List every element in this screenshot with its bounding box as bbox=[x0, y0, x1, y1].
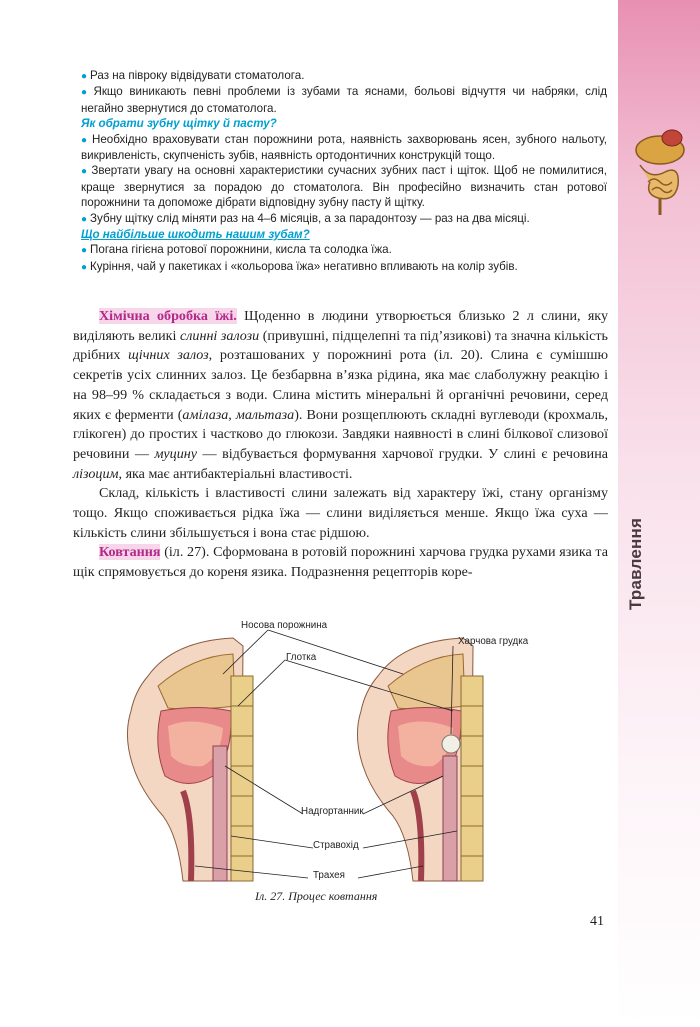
label-food-bolus: Харчова грудка bbox=[458, 636, 529, 647]
bullet-icon: ● bbox=[81, 166, 89, 178]
term-chemical-processing: Хімічна обробка їжі. bbox=[99, 308, 237, 324]
bullet-icon: ● bbox=[81, 213, 88, 225]
swallowing-figure bbox=[113, 616, 553, 886]
paragraph-chemical-processing: Хімічна обробка їжі. Щоденно в людини утворюється близько 2 л слини, яку виділяють великі слинні залози (привушні, підщелепні та під’язикові) та значна кількість дрібних щічних залоз, розташованих у порожнині рота (іл. 20). Слина є сумішшю секретів усіх слинних залоз. Це безбарвна в’язка рідина, яка має слаболужну реакцію і на 98–99 % складається з води. Слина містить мінеральні й органічні речовини, серед яких є ферменти (амілаза, мальтаза). Вони розщеплюють складні вуглеводи (крохмаль, глікоген) до простих і частково до глюкози. Завдяки наявності в слині білкової слизової речовини — муцину — відбувається формування харчової грудки. У слині є речовина лізоцим, яка має антибактеріальні властивості. bbox=[73, 308, 609, 482]
list-item: ● Погана гігієна ротової порожнини, кисла та солодка їжа. bbox=[81, 243, 392, 257]
head-right bbox=[357, 638, 483, 881]
list-item: ● Зубну щітку слід міняти раз на 4–6 місяців, а за парадонтозу — раз на два місяці. bbox=[81, 211, 530, 225]
recommendations-list bbox=[73, 68, 607, 275]
bullet-icon: ● bbox=[81, 71, 88, 82]
label-trachea: Трахея bbox=[313, 870, 345, 881]
question-heading: Що найбільше шкодить нашим зубам? bbox=[81, 228, 310, 242]
list-item: ● Раз на півроку відвідувати стоматолога. bbox=[81, 69, 305, 82]
bullet-icon: ● bbox=[81, 87, 91, 99]
figure-caption: Іл. 27. Процес ковтання bbox=[255, 889, 378, 903]
list-item: ● Куріння, чай у пакетиках і «кольорова їжа» негативно впливають на колір зубів. bbox=[81, 259, 518, 273]
label-pharynx: Глотка bbox=[286, 652, 317, 663]
term-swallowing: Ковтання bbox=[99, 544, 161, 561]
bullet-icon: ● bbox=[81, 245, 88, 257]
food-bolus-icon bbox=[442, 735, 460, 753]
head-left bbox=[127, 638, 253, 881]
list-item: ● Якщо виникають певні проблеми із зубами та яснами, больові відчуття чи набряки, слід негайно звернутися до стоматолога. bbox=[81, 85, 607, 115]
bullet-icon: ● bbox=[81, 261, 88, 273]
page-number: 41 bbox=[590, 914, 604, 929]
digestive-system-icon bbox=[630, 110, 692, 220]
question-heading: Як обрати зубну щітку й пасту? bbox=[81, 117, 277, 131]
label-nasal-cavity: Носова порожнина bbox=[241, 620, 328, 631]
list-item: ● Необхідно враховувати стан порожнини рота, наявність захворювань ясен, зубного нальоту, викривленість, скупченість зубів, наявність ортодонтичних конструкцій тощо. bbox=[81, 132, 607, 163]
list-item: ● Звертати увагу на основні характеристики сучасних зубних паст і щіток. Щоб не помилитися, краще звернутися за порадою до стоматолога. Він професійно визначить стан ротової порожнини та допоможе дібрати відповідну зубну пасту й щітку. bbox=[81, 164, 607, 210]
main-text bbox=[73, 307, 608, 583]
side-tab-title: Травлення bbox=[626, 517, 645, 610]
label-esophagus: Стравохід bbox=[313, 840, 359, 851]
paragraph-saliva-properties: Склад, кількість і властивості слини залежать від характеру їжі, стану організму тощо. Якщо споживається рідка їжа — слини виділяється менше. Якщо їжа суха — кількість слини збільшується і вона стає рідшою. bbox=[73, 485, 608, 541]
label-epiglottis: Надгортанник bbox=[301, 806, 364, 817]
paragraph-swallowing: Ковтання (іл. 27). Сформована в ротовій порожнині харчова грудка рухами язика та щік спрямовується до кореня язика. Подразнення рецепторів коре- bbox=[73, 544, 608, 581]
bullet-icon: ● bbox=[81, 134, 89, 146]
